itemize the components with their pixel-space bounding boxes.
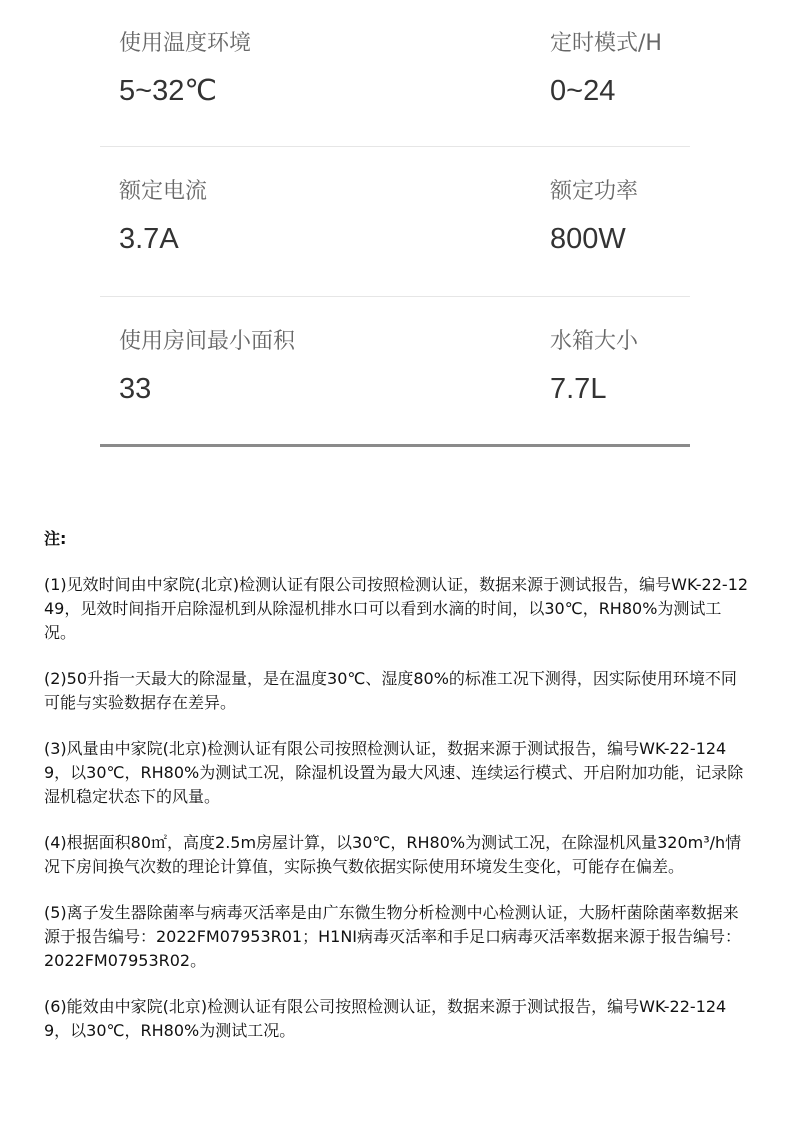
note-item: (1)见效时间由中家院(北京)检测认证有限公司按照检测认证，数据来源于测试报告，编号WK-22-1249，见效时间指开启除湿机到从除湿机排水口可以看到水滴的时间，以30℃，RH80%为测试工况。 (44, 575, 749, 642)
spec-value: 3.7A (119, 223, 179, 255)
spec-cell (119, 175, 207, 259)
note-item: (6)能效由中家院(北京)检测认证有限公司按照检测认证，数据来源于测试报告，编号WK-22-1249，以30℃，RH80%为测试工况。 (44, 997, 727, 1040)
spec-cell (550, 325, 638, 409)
spec-label: 额定电流 (119, 179, 208, 204)
spec-value: 33 (119, 373, 152, 405)
note-item: (3)风量由中家院(北京)检测认证有限公司按照检测认证，数据来源于测试报告，编号WK-22-1249，以30℃，RH80%为测试工况，除湿机设置为最大风速、连续运行模式、开启附加功能，记录除湿机稳定状态下的风量。 (44, 739, 744, 806)
spec-value: 5~32℃ (119, 75, 217, 107)
spec-value: 0~24 (550, 75, 616, 107)
spec-cell (550, 175, 638, 259)
spec-label: 额定功率 (550, 179, 639, 204)
spec-label: 定时模式/H (550, 31, 662, 56)
spec-cell (550, 27, 662, 111)
notes-section (44, 527, 750, 1065)
spec-value: 800W (550, 223, 626, 255)
notes-title: 注: (44, 529, 67, 548)
spec-label: 使用房间最小面积 (119, 329, 296, 354)
spec-cell (119, 325, 295, 409)
spec-row (100, 0, 690, 147)
spec-table (100, 0, 690, 447)
note-item: (5)离子发生器除菌率与病毒灭活率是由广东微生物分析检测中心检测认证，大肠杆菌除菌率数据来源于报告编号：2022FM07953R01；H1NI病毒灭活率和手足口病毒灭活率数据来源于报告编号：2022FM07953R02。 (44, 903, 742, 970)
spec-cell (119, 27, 251, 111)
spec-row (100, 147, 690, 297)
spec-value: 7.7L (550, 373, 607, 405)
spec-label: 使用温度环境 (119, 31, 252, 56)
spec-label: 水箱大小 (550, 329, 639, 354)
note-item: (2)50升指一天最大的除湿量，是在温度30℃、湿度80%的标准工况下测得，因实际使用环境不同可能与实验数据存在差异。 (44, 669, 737, 712)
spec-row (100, 297, 690, 447)
note-item: (4)根据面积80㎡，高度2.5m房屋计算，以30℃，RH80%为测试工况，在除湿机风量320m³/h情况下房间换气次数的理论计算值，实际换气数依据实际使用环境发生变化，可能存在偏差。 (44, 833, 742, 876)
